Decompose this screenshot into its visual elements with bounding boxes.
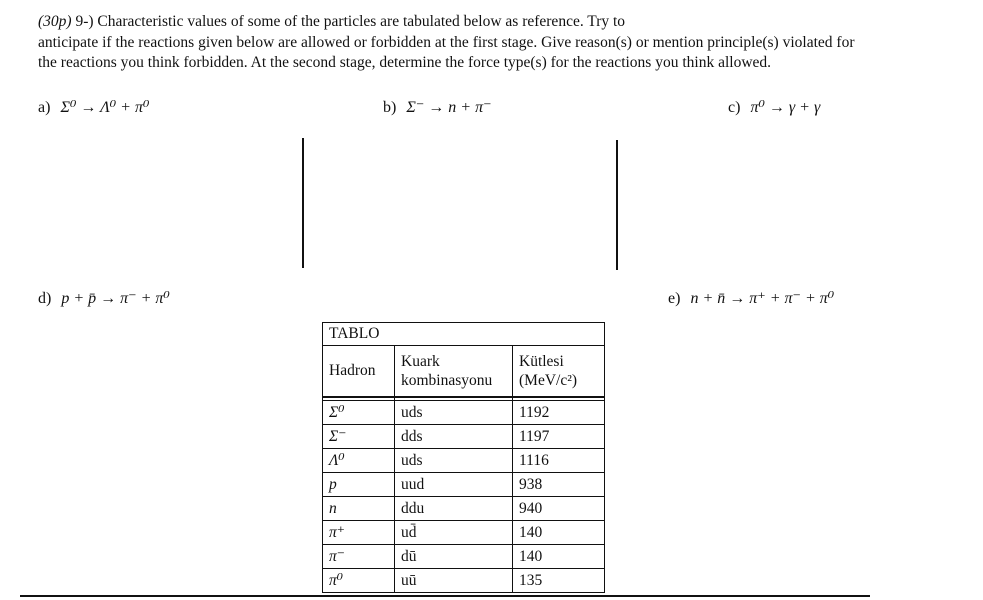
table-title: TABLO: [323, 323, 605, 346]
cell-hadron: π⁺: [323, 521, 395, 545]
table-header-row: [323, 346, 605, 398]
reaction-a: [38, 97, 149, 117]
cell-mass: 938: [513, 473, 605, 497]
table-row: [323, 521, 605, 545]
reaction-d-equation: p + p̄ → π⁻ + π⁰: [61, 290, 170, 307]
cell-hadron: π⁻: [323, 545, 395, 569]
reaction-e-label: e): [668, 290, 681, 307]
reaction-c-equation: π⁰ → γ + γ: [750, 99, 821, 116]
reaction-c: [728, 97, 820, 117]
reaction-a-label: a): [38, 99, 51, 116]
table-row: [323, 545, 605, 569]
reaction-e-equation: n + n̄ → π⁺ + π⁻ + π⁰: [690, 290, 835, 307]
cell-mass: 940: [513, 497, 605, 521]
table-row: [323, 473, 605, 497]
question-line-1: (30p) 9-) Characteristic values of some of the particles are tabulated below as reference. Try to: [38, 13, 626, 30]
cell-mass: 1116: [513, 449, 605, 473]
reaction-b-equation: Σ⁻ → n + π⁻: [406, 99, 492, 116]
cell-quark: ud̄: [395, 521, 513, 545]
cell-hadron: Λ⁰: [323, 449, 395, 473]
question-line-2: anticipate if the reactions given below are allowed or forbidden at the first stage. Give reason(s) or mention principle(s) violated for: [38, 33, 855, 51]
cell-hadron: π⁰: [323, 569, 395, 593]
reaction-d: [38, 288, 170, 308]
cell-quark: uds: [395, 449, 513, 473]
header-mass: Kütlesi (MeV/c²): [513, 346, 605, 398]
table-row: [323, 401, 605, 425]
table-row: [323, 425, 605, 449]
cell-hadron: p: [323, 473, 395, 497]
cell-hadron: n: [323, 497, 395, 521]
table-row: [323, 569, 605, 593]
table-row: [323, 497, 605, 521]
cell-quark: uds: [395, 401, 513, 425]
reaction-a-equation: Σ⁰ → Λ⁰ + π⁰: [60, 99, 150, 116]
table-row: [323, 449, 605, 473]
cell-mass: 1197: [513, 425, 605, 449]
cell-mass: 140: [513, 521, 605, 545]
cell-hadron: Σ⁻: [323, 425, 395, 449]
cell-quark: dds: [395, 425, 513, 449]
question-line-3: the reactions you think forbidden. At the second stage, determine the force type(s) for the reactions you think allowed.: [38, 54, 772, 71]
question-marks: (30p): [38, 13, 72, 30]
divider-right: [616, 140, 618, 270]
question-text: [38, 12, 963, 74]
cell-mass: 135: [513, 569, 605, 593]
header-hadron: Hadron: [323, 346, 395, 398]
header-quark: Kuark kombinasyonu: [395, 346, 513, 398]
particle-table: [322, 322, 605, 593]
cell-mass: 1192: [513, 401, 605, 425]
cell-mass: 140: [513, 545, 605, 569]
cell-quark: ddu: [395, 497, 513, 521]
reaction-d-label: d): [38, 290, 52, 307]
cell-hadron: Σ⁰: [323, 401, 395, 425]
cell-quark: uū: [395, 569, 513, 593]
divider-left: [302, 138, 304, 268]
cell-quark: dū: [395, 545, 513, 569]
reaction-b: [383, 97, 492, 117]
reaction-b-label: b): [383, 99, 397, 116]
bottom-rule: [20, 595, 870, 597]
reaction-c-label: c): [728, 99, 741, 116]
reaction-e: [668, 288, 834, 308]
cell-quark: uud: [395, 473, 513, 497]
